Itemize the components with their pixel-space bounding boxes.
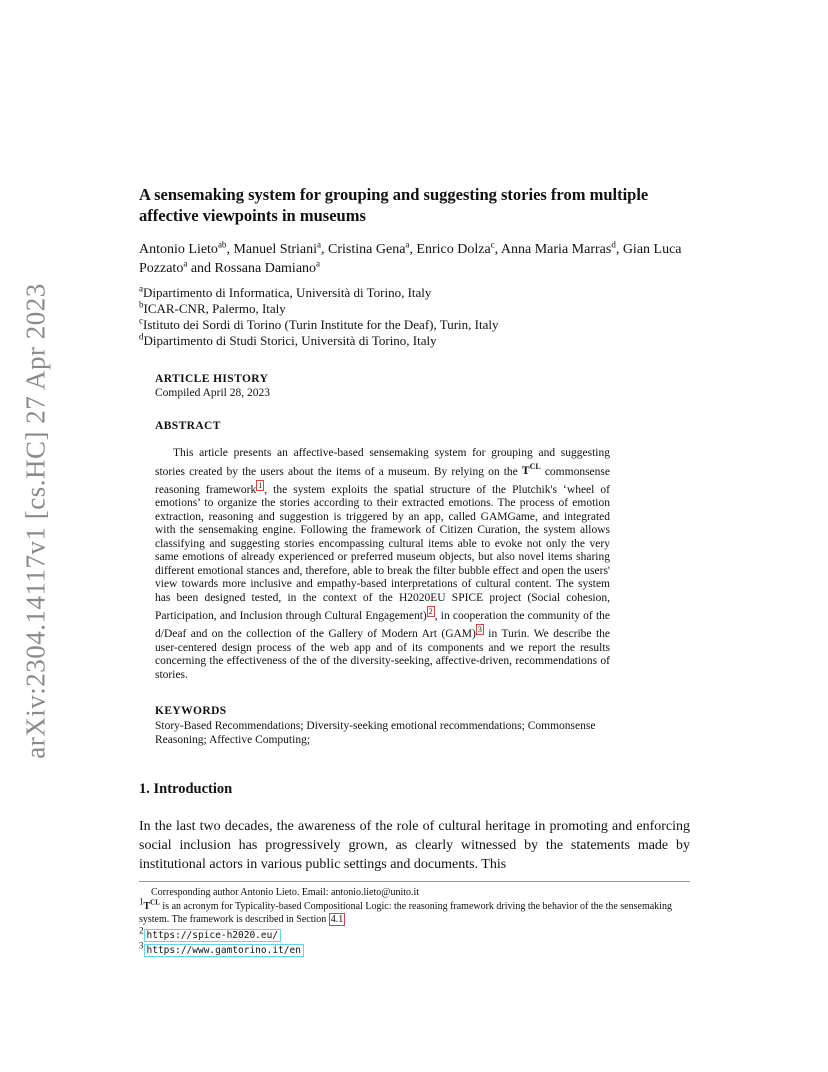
corresponding-author-note: Corresponding author Antonio Lieto. Email: antonio.lieto@unito.it: [151, 887, 420, 898]
affiliation: $^b$ICAR-CNR, Palermo, Italy: [139, 299, 286, 316]
keywords-text: Story-Based Recommendations; Diversity-seeking emotional recommendations; Commonsense Reasoning; Affective Computing;: [155, 720, 596, 746]
section-link[interactable]: 4.1: [330, 914, 344, 925]
affiliation: $^a$Dipartimento di Informatica, Università di Torino, Italy: [139, 283, 432, 300]
compiled-date: Compiled April 28, 2023: [155, 387, 270, 399]
spice-url-link[interactable]: https://spice-h2020.eu/: [144, 929, 282, 942]
introduction-text: In the last two decades, the awareness of the role of cultural heritage in promoting and enforcing social inclusion has progressively grown, as clearly witnessed by the statements made by institutional actors in various public settings and documents. This: [139, 819, 690, 872]
keywords-heading: KEYWORDS: [155, 705, 227, 717]
paper-title: A sensemaking system for grouping and suggesting stories from multiple affective viewpoints in museums: [139, 185, 649, 225]
article-history: [155, 373, 610, 401]
footnote-3: $^3$ https://www.gamtorino.it/en: [139, 944, 690, 957]
footnote-link-3[interactable]: 3: [477, 625, 482, 635]
tcl-symbol: $T^{CL}$: [143, 898, 160, 912]
abstract-body: This article presents an affective-based sensemaking system for grouping and suggesting stories created by the users about the items of a museum. By relying on the $T^{CL}$ commonsense reasoning framework $^1$ , the system exploits the spatial structure of the Plutchik's ‘wheel of emotions’ to organize the stories according to their extracted emotions. The process of emotion extraction, reasoning and suggestion is triggered by an app, called GAMGame, and integrated with the sensemaking engine. Following the framework of Citizen Curation, the system allows classifying and suggesting stories encompassing cultural items able to evoke not only the very same emotions of already experienced or preferred museum objects, but also novel items sharing different emotional stances and, therefore, able to break the filter bubble effect and open the users' view towards more inclusive and empathy-based interpretations of cultural content. The system has been designed tested, in the context of the H2020EU SPICE project (Social cohesion, Participation, and Inclusion through Cultural Engagement) $^2$ , in cooperation the community of the d/Deaf and on the collection of the Gallery of Modern Art (GAM) $^3$ in Turin. We describe the user-centered design process of the web app and of its components and we report the results concerning the effectiveness of the of the diversity-seeking, affective-driven, recommendations of stories.: [155, 447, 611, 681]
author: Enrico Dolza$^c$,: [416, 239, 501, 257]
affiliation: $^d$Dipartimento di Studi Storici, Università di Torino, Italy: [139, 331, 437, 348]
affiliation: $^c$Istituto dei Sordi di Torino (Turin Institute for the Deaf), Turin, Italy: [139, 315, 499, 332]
arxiv-identifier: [12, 285, 60, 757]
author: Anna Maria Marras$^d$,: [500, 239, 623, 257]
author: Manuel Striani$^a$,: [233, 239, 329, 257]
author: Antonio Lieto$^{ab}$,: [139, 239, 234, 257]
footnote-link-1[interactable]: 1: [258, 480, 263, 490]
history-heading: ARTICLE HISTORY: [155, 373, 269, 385]
affiliation-list: [139, 285, 690, 349]
author: Rossana Damiano$^a$: [214, 258, 321, 276]
section-heading-introduction: 1. Introduction: [139, 781, 233, 797]
arxiv-identifier-text: arXiv:2304.14117v1 [cs.HC] 27 Apr 2023: [20, 283, 51, 759]
footnote-1: $^1T^{CL}$ is an acronym for Typicality-based Compositional Logic: the reasoning framework driving the behavior of the the sensemaking system. The framework is described in Section 4.1: [139, 896, 672, 925]
author-list: [139, 240, 690, 278]
footnote-link-2[interactable]: 2: [428, 607, 433, 617]
author: Cristina Gena$^a$,: [328, 239, 417, 257]
footnote-2: $^2$ https://spice-h2020.eu/: [139, 929, 690, 942]
author: Gian Luca Pozzato$^a$ and: [139, 242, 682, 276]
gam-url-link[interactable]: https://www.gamtorino.it/en: [144, 944, 304, 957]
footnote-rule: [139, 881, 690, 882]
abstract-heading: ABSTRACT: [155, 420, 221, 432]
tcl-symbol: $T^{CL}$: [521, 462, 541, 478]
